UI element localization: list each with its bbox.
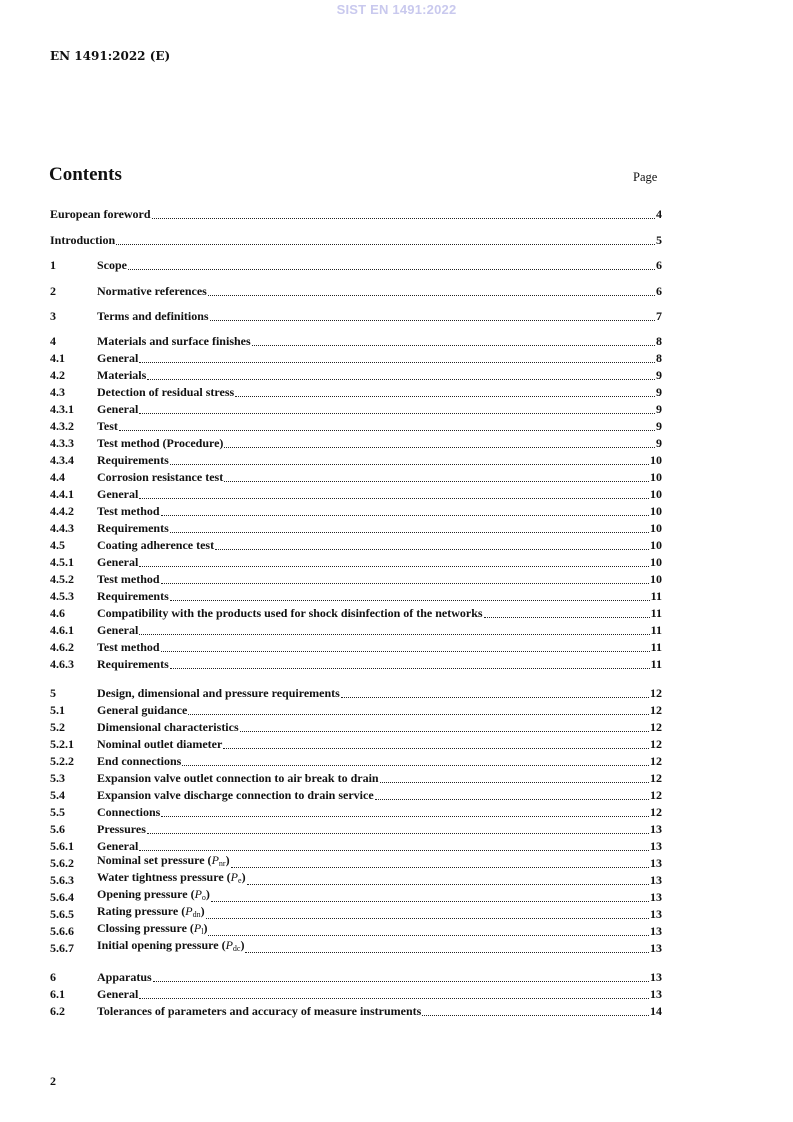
toc-entry-number: 5.1: [50, 703, 65, 717]
dot-leader: [139, 361, 655, 363]
toc-entry-title-text: Corrosion resistance test: [97, 470, 224, 484]
toc-entry-title-text: Connections: [97, 805, 161, 819]
toc-entry-page: 13: [650, 907, 662, 921]
toc-entry[interactable]: [50, 521, 662, 536]
toc-entry-title: [97, 853, 230, 871]
dot-leader: [208, 934, 649, 936]
toc-entry-title: [97, 720, 239, 735]
toc-entry[interactable]: [50, 921, 662, 939]
dot-leader: [247, 883, 649, 885]
toc-entry[interactable]: [50, 887, 662, 905]
toc-entry-title: [97, 309, 209, 324]
toc-entry-title-text: Scope: [97, 258, 127, 272]
toc-entry-page: 10: [650, 504, 662, 518]
pressure-symbol-subscript: e: [238, 876, 242, 885]
toc-entry-title: [97, 623, 138, 638]
toc-entry-title-text: General: [97, 487, 139, 501]
toc-entry-number: 5.2.1: [50, 737, 74, 751]
toc-entry-title: [97, 938, 244, 956]
toc-entry-title-text: General: [97, 402, 139, 416]
toc-entry-title: [97, 521, 169, 536]
toc-entry-number: 5.6.1: [50, 839, 74, 853]
toc-entry-page: 11: [650, 606, 662, 620]
toc-entry-number: 4.4.3: [50, 521, 74, 535]
toc-entry-title: [50, 207, 151, 222]
toc-entry-title: [97, 737, 222, 752]
toc-entry-number: 5.2: [50, 720, 65, 734]
toc-entry[interactable]: [50, 805, 662, 820]
toc-entry-title-text: Pressures: [97, 822, 146, 836]
toc-entry-title-text: Coating adherence test: [97, 538, 215, 552]
toc-entry-page: 12: [650, 788, 662, 802]
toc-entry[interactable]: [50, 368, 662, 383]
toc-entry[interactable]: [50, 419, 662, 434]
toc-entry-title: [97, 284, 207, 299]
toc-entry-title: [97, 504, 160, 519]
toc-entry-number: 4.4.2: [50, 504, 74, 518]
toc-entry-page: 10: [650, 572, 662, 586]
toc-entry-number: 5.6.3: [50, 873, 74, 887]
toc-entry-title-text: Tolerances of parameters and accuracy of measure instruments: [97, 1004, 422, 1018]
toc-entry-title-text: Nominal outlet diameter: [97, 737, 223, 751]
toc-entry[interactable]: [50, 737, 662, 752]
toc-entry[interactable]: [50, 771, 662, 786]
toc-entry-title-text: Terms and definitions: [97, 309, 209, 323]
toc-entry[interactable]: [50, 1004, 662, 1019]
closing-parenthesis: ): [240, 938, 245, 952]
toc-entry-title: [97, 538, 214, 553]
toc-entry[interactable]: [50, 207, 662, 222]
toc-entry-number: 5: [50, 686, 56, 700]
toc-entry-title: [97, 436, 223, 451]
toc-entry-title: [97, 258, 127, 273]
toc-entry-number: 6: [50, 970, 56, 984]
toc-entry[interactable]: [50, 453, 662, 468]
toc-entry-title-text: Clossing pressure (: [97, 921, 194, 935]
toc-entry-number: 4.3.1: [50, 402, 74, 416]
toc-entry-number: 4.5.1: [50, 555, 74, 569]
toc-entry-title-text: Materials: [97, 368, 147, 382]
toc-entry[interactable]: [50, 487, 662, 502]
toc-entry-title: [97, 555, 138, 570]
toc-entry-title: [97, 771, 379, 786]
toc-entry-page: 13: [650, 822, 662, 836]
dot-leader: [240, 730, 649, 732]
toc-entry-title-text: Dimensional characteristics: [97, 720, 239, 734]
closing-parenthesis: ): [225, 853, 230, 867]
toc-entry-title-text: General: [97, 555, 139, 569]
toc-entry-number: 4: [50, 334, 56, 348]
toc-entry-number: 5.6.7: [50, 941, 74, 955]
toc-entry-title-text: Requirements: [97, 589, 169, 603]
toc-entry-title: [50, 233, 115, 248]
toc-entry[interactable]: [50, 470, 662, 485]
toc-entry[interactable]: [50, 258, 662, 273]
toc-entry-number: 5.6.4: [50, 890, 74, 904]
toc-entry-title: [97, 805, 160, 820]
pressure-symbol: P: [185, 904, 193, 918]
toc-entry-title: [97, 703, 187, 718]
toc-entry-page: 5: [656, 233, 662, 247]
dot-leader: [161, 514, 649, 516]
dot-leader: [215, 548, 649, 550]
dot-leader: [484, 616, 650, 618]
toc-entry-number: 4.3.4: [50, 453, 74, 467]
toc-entry[interactable]: [50, 938, 662, 956]
toc-entry-title: [97, 1004, 421, 1019]
toc-entry-title: [97, 970, 152, 985]
toc-entry-title: [97, 419, 118, 434]
toc-entry-title: [97, 870, 246, 888]
toc-entry-title: [97, 686, 340, 701]
toc-entry-title: [97, 987, 138, 1002]
toc-entry-number: 4.2: [50, 368, 65, 382]
toc-entry-page: 13: [650, 941, 662, 955]
pressure-symbol: P: [211, 853, 219, 867]
toc-entry[interactable]: [50, 788, 662, 803]
toc-entry-page: 11: [650, 640, 662, 654]
dot-leader: [139, 412, 655, 414]
toc-entry-page: 9: [656, 368, 662, 382]
dot-leader: [252, 344, 655, 346]
dot-leader: [223, 747, 649, 749]
toc-entry[interactable]: [50, 904, 662, 922]
toc-entry-page: 6: [656, 258, 662, 272]
toc-entry-title-text: Detection of residual stress: [97, 385, 235, 399]
toc-entry-title: [97, 921, 207, 939]
dot-leader: [224, 446, 655, 448]
toc-entry-page: 13: [650, 970, 662, 984]
dot-leader: [153, 980, 649, 982]
dot-leader: [147, 378, 655, 380]
toc-entry-number: 6.1: [50, 987, 65, 1001]
toc-entry-page: 12: [650, 754, 662, 768]
toc-entry-number: 5.2.2: [50, 754, 74, 768]
dot-leader: [152, 217, 655, 219]
toc-entry[interactable]: [50, 309, 662, 324]
toc-entry-number: 4.6: [50, 606, 65, 620]
pressure-symbol-subscript: dn: [192, 910, 201, 919]
toc-entry-number: 3: [50, 309, 56, 323]
toc-entry-title: [97, 887, 210, 905]
dot-leader: [182, 764, 649, 766]
toc-entry-title-text: Expansion valve outlet connection to air break to drain: [97, 771, 379, 785]
toc-entry-title-text: Normative references: [97, 284, 207, 298]
toc-entry-title-text: Requirements: [97, 657, 169, 671]
toc-entry-title: [97, 640, 160, 655]
dot-leader: [139, 497, 649, 499]
toc-entry-title-text: Test method: [97, 504, 160, 518]
toc-entry-title-text: General: [97, 987, 139, 1001]
toc-entry-number: 1: [50, 258, 56, 272]
toc-entry-title-text: Water tightness pressure (: [97, 870, 231, 884]
toc-entry-page: 10: [650, 487, 662, 501]
toc-entry-title: [97, 904, 205, 922]
toc-entry-number: 4.3: [50, 385, 65, 399]
pressure-symbol: P: [230, 870, 239, 884]
toc-entry-number: 4.6.3: [50, 657, 74, 671]
toc-entry-page: 14: [650, 1004, 662, 1018]
toc-entry-page: 10: [650, 538, 662, 552]
toc-entry[interactable]: [50, 640, 662, 655]
toc-entry-page: 7: [656, 309, 662, 323]
toc-entry-page: 11: [650, 657, 662, 671]
toc-entry-page: 10: [650, 521, 662, 535]
pressure-symbol-subscript: l: [201, 927, 204, 936]
toc-entry-title: [97, 453, 169, 468]
toc-entry-number: 5.5: [50, 805, 65, 819]
toc-entry-page: 13: [650, 987, 662, 1001]
toc-entry-page: 13: [650, 873, 662, 887]
toc-entry[interactable]: [50, 334, 662, 349]
pressure-symbol: P: [193, 921, 202, 935]
dot-leader: [170, 463, 649, 465]
toc-entry[interactable]: [50, 572, 662, 587]
toc-entry[interactable]: [50, 870, 662, 888]
toc-entry-page: 12: [650, 720, 662, 734]
toc-entry[interactable]: [50, 657, 662, 672]
toc-entry-page: 12: [650, 703, 662, 717]
toc-entry-number: 5.4: [50, 788, 65, 802]
toc-entry[interactable]: [50, 987, 662, 1002]
dot-leader: [380, 781, 649, 783]
toc-entry[interactable]: [50, 402, 662, 417]
toc-entry-title: [97, 606, 483, 621]
toc-entry-page: 10: [650, 453, 662, 467]
toc-entry-title-text: Materials and surface finishes: [97, 334, 251, 348]
toc-entry-number: 4.4: [50, 470, 65, 484]
dot-leader: [139, 849, 649, 851]
toc-entry-page: 8: [656, 334, 662, 348]
toc-entry[interactable]: [50, 839, 662, 854]
dot-leader: [375, 798, 649, 800]
toc-entry[interactable]: [50, 538, 662, 553]
toc-entry-title-text: Design, dimensional and pressure requirements: [97, 686, 340, 700]
toc-entry-title: [97, 788, 374, 803]
toc-entry-title-text: Test method (Procedure): [97, 436, 224, 450]
toc-entry[interactable]: [50, 822, 662, 837]
toc-entry-title: [97, 657, 169, 672]
toc-entry[interactable]: [50, 970, 662, 985]
toc-entry-page: 9: [656, 419, 662, 433]
toc-entry-page: 11: [650, 623, 662, 637]
toc-entry-title-text: European foreword: [50, 207, 151, 221]
dot-leader: [188, 713, 649, 715]
toc-entry[interactable]: [50, 853, 662, 871]
toc-entry-title-text: Requirements: [97, 453, 169, 467]
toc-entry[interactable]: [50, 436, 662, 451]
toc-entry-page: 12: [650, 771, 662, 785]
toc-entry[interactable]: [50, 686, 662, 701]
dot-leader: [161, 582, 649, 584]
dot-leader: [211, 900, 649, 902]
dot-leader: [422, 1014, 649, 1016]
toc-entry-title: [97, 822, 146, 837]
toc-entry-number: 4.4.1: [50, 487, 74, 501]
toc-entry[interactable]: [50, 284, 662, 299]
toc-entry[interactable]: [50, 351, 662, 366]
pressure-symbol-subscript: dc: [232, 944, 241, 953]
toc-entry-title-text: Test: [97, 419, 118, 433]
toc-entry-number: 5.6.2: [50, 856, 74, 870]
toc-entry-title-text: Test method: [97, 640, 160, 654]
toc-entry-title-text: Introduction: [50, 233, 116, 247]
pressure-symbol-subscript: nr: [218, 859, 226, 868]
toc-entry-page: 13: [650, 890, 662, 904]
toc-entry-title-text: End connections: [97, 754, 182, 768]
toc-entry-page: 9: [656, 385, 662, 399]
dot-leader: [116, 243, 655, 245]
toc-entry-number: 4.6.2: [50, 640, 74, 654]
toc-entry-title: [97, 589, 169, 604]
toc-entry[interactable]: [50, 720, 662, 735]
page-column-label: Page: [633, 170, 658, 184]
toc-entry-title-text: Test method: [97, 572, 160, 586]
toc-entry-page: 10: [650, 470, 662, 484]
toc-entry-title: [97, 470, 223, 485]
pressure-symbol: P: [194, 887, 202, 901]
toc-entry[interactable]: [50, 385, 662, 400]
dot-leader: [161, 650, 650, 652]
dot-leader: [139, 997, 649, 999]
toc-entry-title: [97, 487, 138, 502]
toc-entry-number: 4.6.1: [50, 623, 74, 637]
dot-leader: [224, 480, 649, 482]
dot-leader: [170, 599, 650, 601]
toc-entry[interactable]: [50, 504, 662, 519]
dot-leader: [206, 917, 649, 919]
toc-entry-page: 12: [650, 686, 662, 700]
toc-entry[interactable]: [50, 606, 662, 621]
pressure-symbol: P: [225, 938, 233, 952]
toc-entry-page: 6: [656, 284, 662, 298]
toc-entry-title-text: Opening pressure (: [97, 887, 195, 901]
toc-entry-title: [97, 368, 146, 383]
toc-entry-title: [97, 572, 160, 587]
toc-entry-page: 10: [650, 555, 662, 569]
toc-entry-title-text: General: [97, 623, 139, 637]
toc-entry-number: 5.6: [50, 822, 65, 836]
toc-entry-title: [97, 839, 138, 854]
watermark: SIST EN 1491:2022: [336, 2, 457, 17]
dot-leader: [147, 832, 649, 834]
toc-entry-number: 4.5: [50, 538, 65, 552]
dot-leader: [128, 268, 655, 270]
toc-entry-title-text: Compatibility with the products used for shock disinfection of the networks: [97, 606, 483, 620]
dot-leader: [245, 951, 649, 953]
toc-entry-title-text: Nominal set pressure (: [97, 853, 212, 867]
dot-leader: [235, 395, 655, 397]
toc-entry-title-text: General: [97, 351, 139, 365]
dot-leader: [210, 319, 655, 321]
toc-entry-number: 6.2: [50, 1004, 65, 1018]
dot-leader: [208, 294, 655, 296]
toc-entry-number: 2: [50, 284, 56, 298]
footer-page-number: 2: [50, 1074, 56, 1088]
toc-entry-title-text: Rating pressure (: [97, 904, 186, 918]
toc-entry-title-text: General: [97, 839, 139, 853]
toc-entry[interactable]: [50, 703, 662, 718]
toc-entry[interactable]: [50, 233, 662, 248]
dot-leader: [341, 696, 649, 698]
closing-parenthesis: ): [203, 921, 208, 935]
toc-entry[interactable]: [50, 589, 662, 604]
toc-entry-title: [97, 402, 138, 417]
toc-entry-page: 12: [650, 805, 662, 819]
toc-entry-title-text: General guidance: [97, 703, 188, 717]
toc-entry[interactable]: [50, 754, 662, 769]
toc-entry-number: 4.3.2: [50, 419, 74, 433]
toc-entry-page: 9: [656, 402, 662, 416]
toc-entry-page: 11: [650, 589, 662, 603]
toc-entry-number: 5.6.5: [50, 907, 74, 921]
toc-entry-title: [97, 385, 234, 400]
toc-entry-number: 4.3.3: [50, 436, 74, 450]
toc-entry-title: [97, 334, 251, 349]
toc-entry[interactable]: [50, 623, 662, 638]
toc-entry-page: 9: [656, 436, 662, 450]
pressure-symbol-subscript: o: [201, 893, 206, 902]
toc-entry-number: 5.6.6: [50, 924, 74, 938]
toc-entry-title-text: Expansion valve discharge connection to drain service: [97, 788, 374, 802]
toc-entry-title: [97, 754, 181, 769]
dot-leader: [231, 866, 649, 868]
toc-entry-title: [97, 351, 138, 366]
closing-parenthesis: ): [205, 887, 210, 901]
toc-entry-number: 4.5.3: [50, 589, 74, 603]
toc-entry-page: 13: [650, 839, 662, 853]
closing-parenthesis: ): [241, 870, 246, 884]
toc-entry-page: 13: [650, 856, 662, 870]
dot-leader: [170, 531, 649, 533]
toc-entry-page: 12: [650, 737, 662, 751]
dot-leader: [119, 429, 655, 431]
toc-entry-page: 4: [656, 207, 662, 221]
dot-leader: [161, 815, 649, 817]
toc-entry-number: 5.3: [50, 771, 65, 785]
toc-entry[interactable]: [50, 555, 662, 570]
dot-leader: [170, 667, 650, 669]
toc-entry-number: 4.1: [50, 351, 65, 365]
dot-leader: [139, 565, 649, 567]
toc-entry-title-text: Apparatus: [97, 970, 152, 984]
toc-entry-page: 8: [656, 351, 662, 365]
toc-entry-page: 13: [650, 924, 662, 938]
dot-leader: [139, 633, 649, 635]
closing-parenthesis: ): [200, 904, 205, 918]
toc-entry-title-text: Initial opening pressure (: [97, 938, 226, 952]
document-id: EN 1491:2022 (E): [50, 49, 171, 63]
contents-heading: Contents: [49, 164, 122, 185]
toc-entry-title-text: Requirements: [97, 521, 169, 535]
toc-entry-number: 4.5.2: [50, 572, 74, 586]
